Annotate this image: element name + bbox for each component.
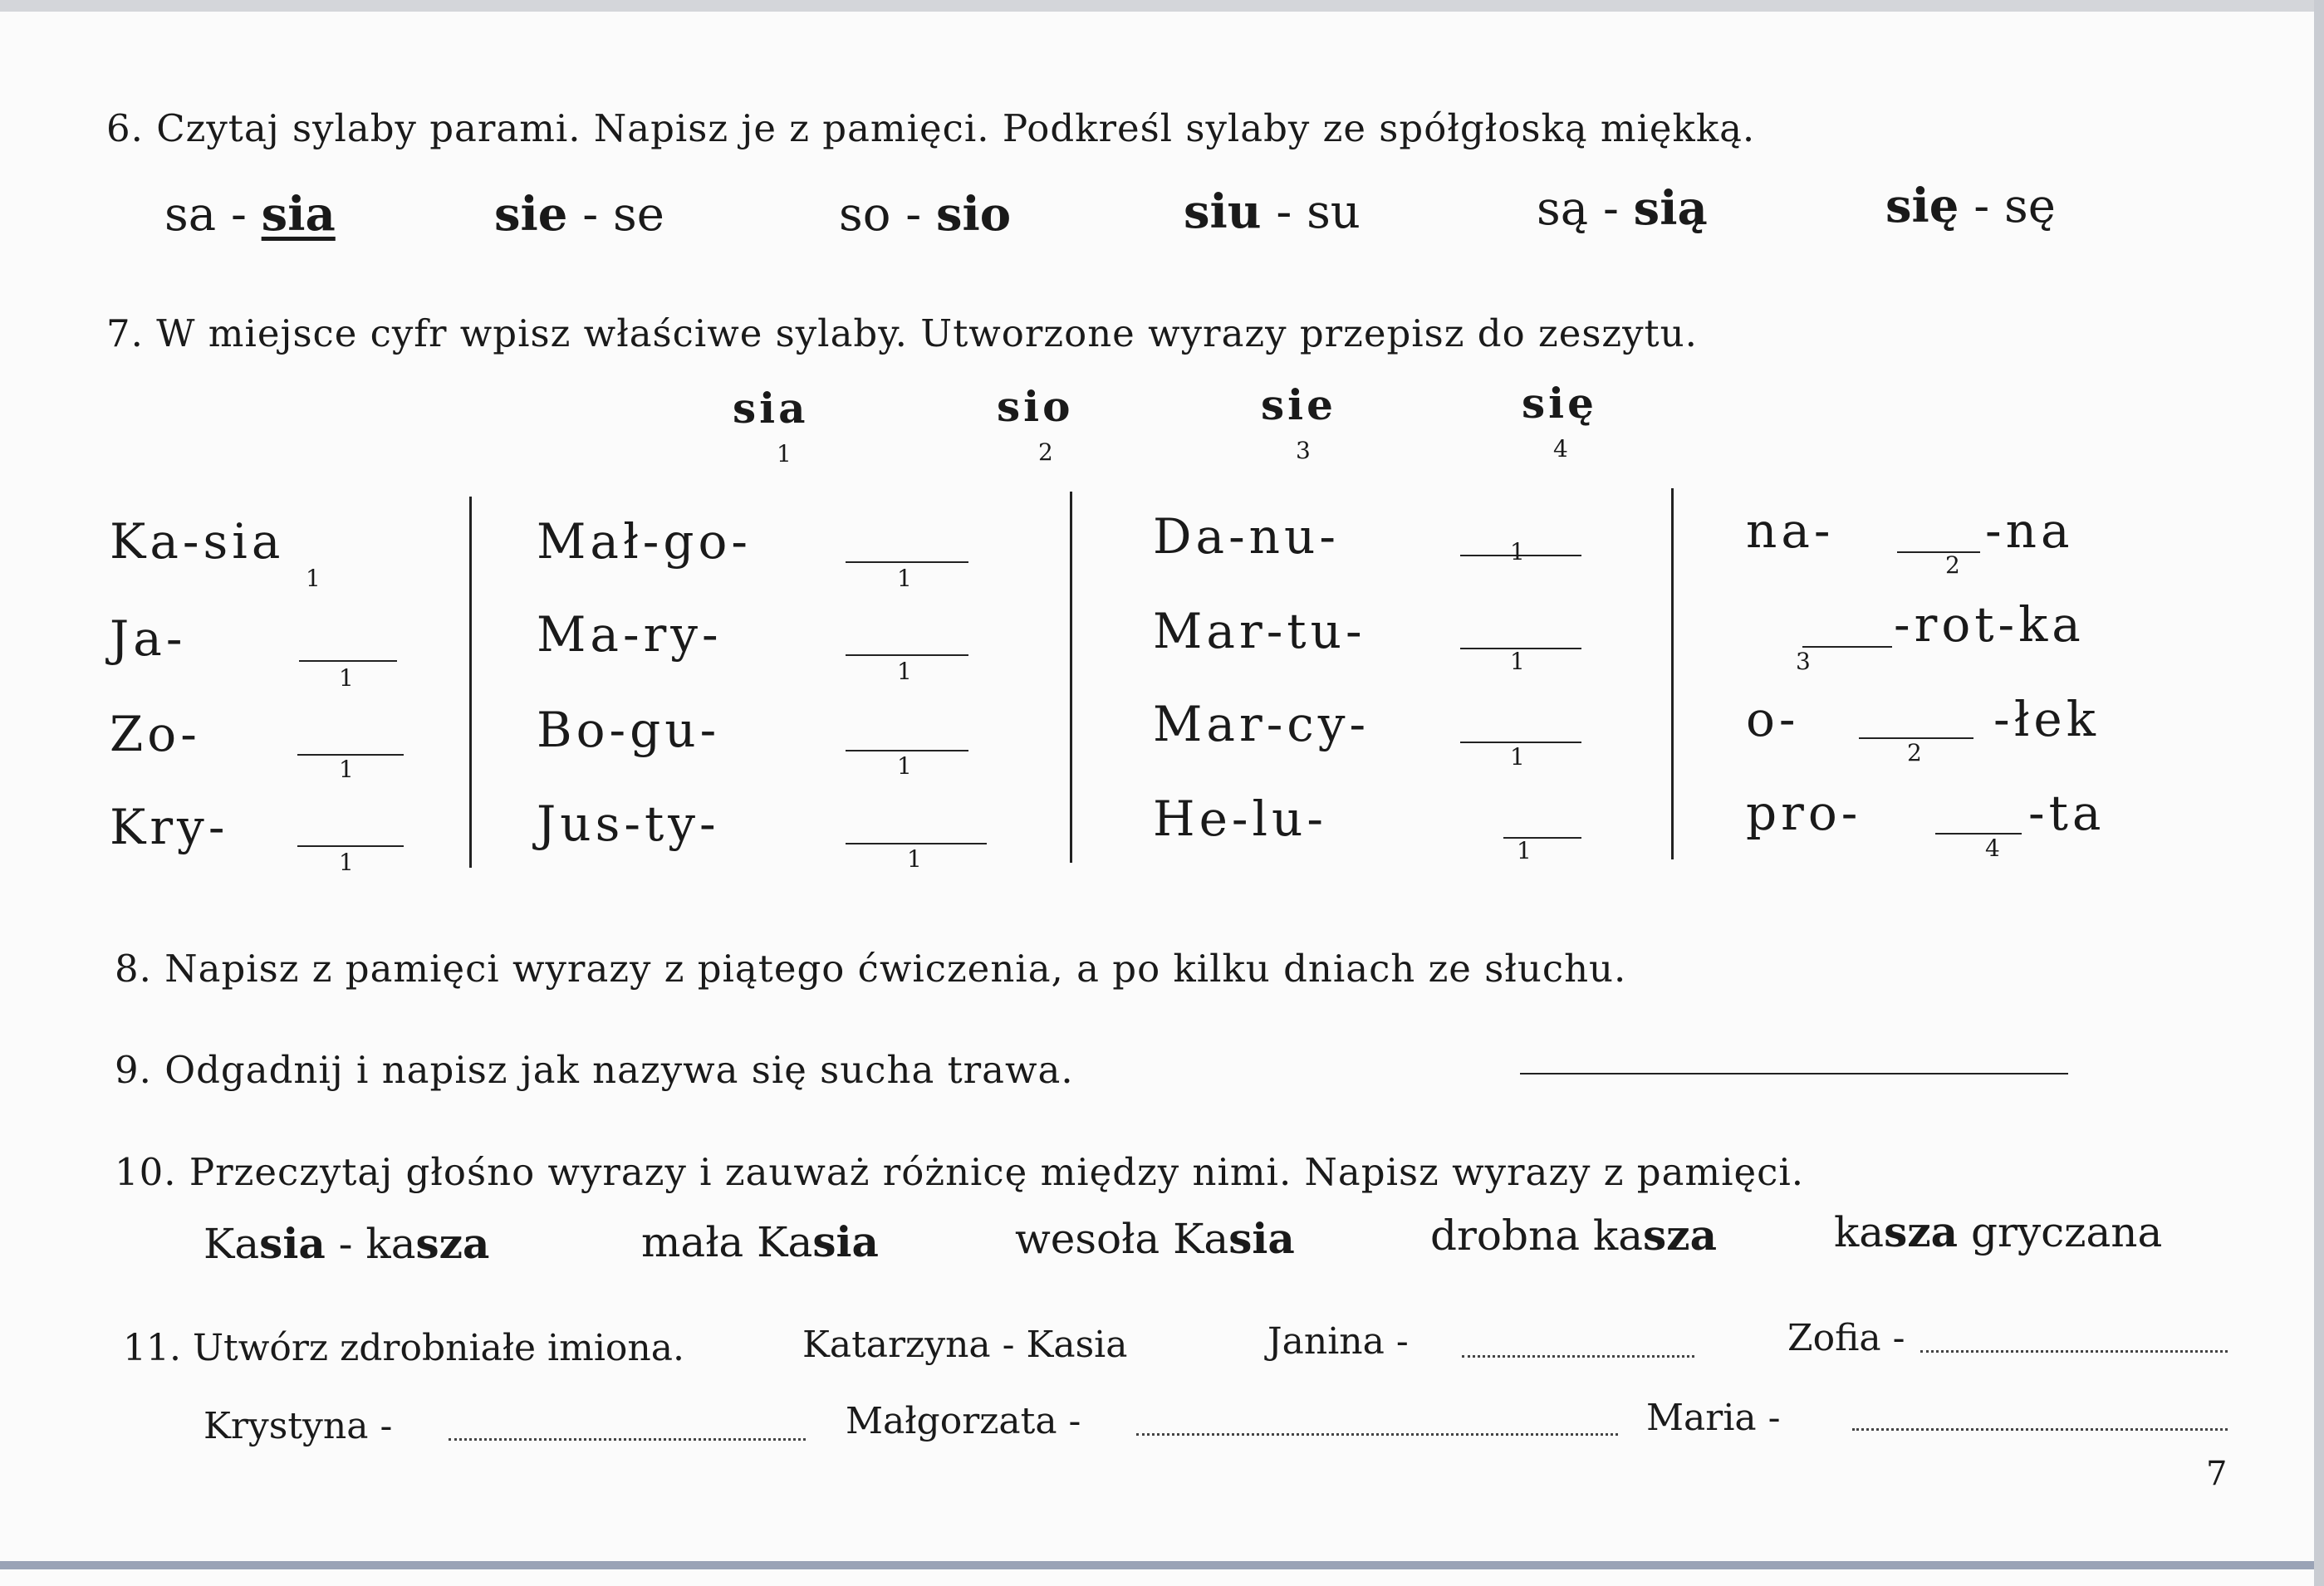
name-prompt: Zofia - [1787,1317,1905,1359]
syllable-pair: sa - sia [164,187,336,242]
page-number: 7 [2206,1455,2228,1493]
word-puzzle: -ta [2028,785,2106,841]
scan-edge-top [0,0,2324,12]
word-puzzle: Da-nu- [1153,508,1340,565]
syllable-number: 1 [1510,743,1525,771]
syllable-number: 1 [897,658,912,685]
syllable-number: 1 [897,565,912,592]
name-prompt: Krystyna - [203,1405,393,1447]
name-prompt: Maria - [1646,1397,1781,1439]
answer-dotted-line [1462,1355,1694,1358]
syllable-number: 1 [339,849,354,876]
word-puzzle: Mał-go- [537,513,753,570]
key-number: 3 [1296,437,1311,464]
blank-line [297,845,404,847]
syllable-pair: są - sią [1537,181,1708,236]
word-puzzle: Zo- [110,706,201,762]
syllable-number: 1 [897,752,912,780]
blank-line [846,750,968,751]
exercise-11-instruction: 11. Utwórz zdrobniałe imiona. [123,1327,684,1369]
exercise-8-instruction: 8. Napisz z pamięci wyrazy z piątego ćwiczenia, a po kilku dniach ze słuchu. [115,947,1627,991]
syllable-number: 1 [306,565,321,592]
name-prompt: Janina - [1267,1320,1409,1363]
key-syllable: się [1522,379,1597,428]
phrase: kasza gryczana [1834,1207,2163,1256]
blank-line [846,843,987,844]
syllable-number: 1 [907,845,922,873]
answer-dotted-line [1136,1433,1618,1436]
word-puzzle: Jus-ty- [537,795,720,852]
name-prompt: Małgorzata - [846,1400,1081,1442]
exercise-6-instruction: 6. Czytaj sylaby parami. Napisz je z pamięci. Podkreśl sylaby ze spółgłoską miękką. [106,106,1756,150]
soft-syllable-underlined: sia [261,187,336,242]
phrase: mała Kasia [641,1217,879,1266]
word-puzzle: o- [1746,691,1800,747]
key-number: 4 [1553,435,1568,463]
blank-line [1897,551,1980,553]
blank-line [846,654,968,656]
syllable-number: 3 [1796,648,1811,675]
blank-line [299,660,397,662]
key-syllable: sie [1261,380,1336,429]
exercise-9-instruction: 9. Odgadnij i napisz jak nazywa się sucha trawa. [115,1048,1074,1092]
syllable-number: 1 [1510,538,1525,565]
key-number: 2 [1038,438,1053,466]
syllable-number: 2 [1945,551,1960,579]
blank-line [846,561,968,563]
exercise-10-instruction: 10. Przeczytaj głośno wyrazy i zauważ różnicę między nimi. Napisz wyrazy z pamięci. [115,1150,1805,1194]
word-puzzle: na- [1746,502,1835,559]
syllable-pair: siu - su [1184,184,1361,239]
syllable-number: 1 [1510,648,1525,675]
key-syllable: sia [733,384,809,433]
key-number: 1 [777,440,792,467]
word-puzzle: -na [1985,502,2074,559]
phrase: wesoła Kasia [1015,1214,1295,1263]
word-puzzle: Kry- [110,799,229,855]
exercise-7-instruction: 7. W miejsce cyfr wpisz właściwe sylaby. Utworzone wyrazy przepisz do zeszytu. [106,311,1698,355]
key-syllable: sio [997,382,1074,431]
word-puzzle: Mar-cy- [1153,696,1370,752]
word-puzzle: -rot-ka [1894,596,2085,653]
word-puzzle: Mar-tu- [1153,603,1366,659]
scan-edge-right [2314,0,2324,1586]
word-puzzle: -łek [1993,691,2100,747]
answer-line [1520,1073,2068,1074]
scan-edge-bottom [0,1561,2324,1569]
column-divider [469,497,472,868]
word-puzzle: pro- [1746,785,1862,841]
syllable-pair: się - sę [1885,179,2056,233]
syllable-number: 1 [339,664,354,692]
syllable-number: 1 [1517,837,1532,864]
example-answer: Katarzyna - Kasia [802,1324,1128,1366]
syllable-pair: sie - se [494,187,664,242]
word-puzzle: Ma-ry- [537,606,723,663]
answer-dotted-line [449,1438,806,1441]
word-puzzle: Bo-gu- [537,702,721,758]
column-divider [1070,492,1072,863]
blank-line [1503,837,1581,839]
column-divider [1671,488,1674,859]
word-puzzle: Ja- [110,610,187,667]
word-puzzle: He-lu- [1153,791,1328,847]
syllable-number: 2 [1907,739,1922,766]
word-pair: Kasia - kasza [203,1219,490,1268]
answer-dotted-line [1852,1428,2228,1431]
word-puzzle: Ka-sia [110,513,285,570]
syllable-number: 1 [339,756,354,783]
answer-dotted-line [1920,1350,2228,1353]
syllable-pair: so - sio [839,187,1012,242]
phrase: drobna kasza [1430,1211,1717,1260]
syllable-number: 4 [1985,835,2000,862]
blank-line [1935,833,2022,835]
blank-line [1802,646,1892,648]
